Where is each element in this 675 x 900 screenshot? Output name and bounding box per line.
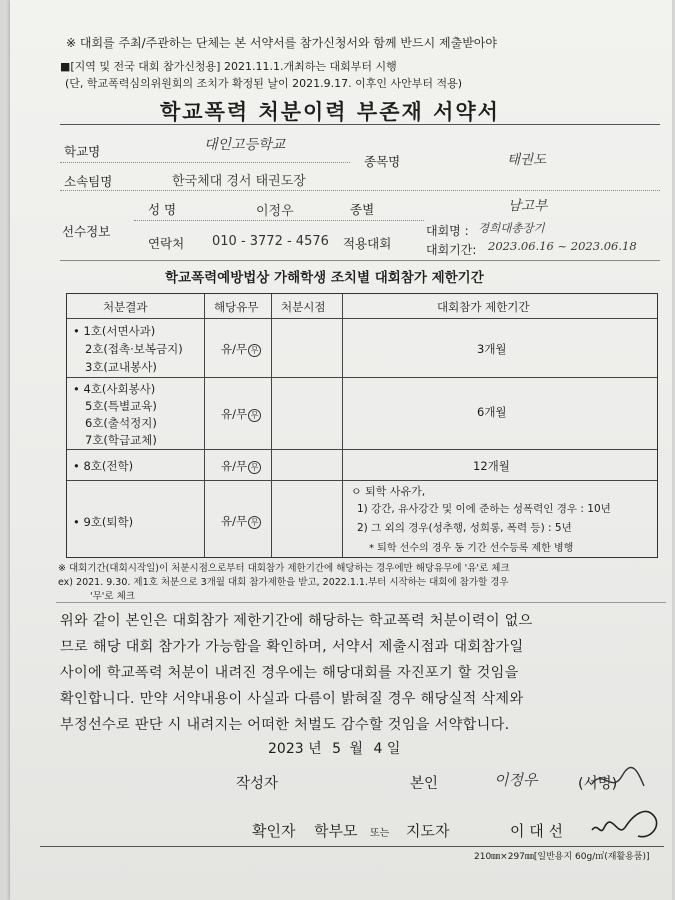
pledge-line-2: 므로 해당 대회 참가가 가능함을 확인하며, 서약서 제출시점과 대회참가일 bbox=[60, 639, 524, 655]
check-mark-icon: 무 bbox=[248, 344, 261, 357]
row4-period-line-1: ㅇ 퇴학 사유가, bbox=[351, 485, 426, 498]
pledge-document bbox=[10, 0, 672, 900]
row3-applicability: 유/무 무 bbox=[221, 458, 261, 474]
row1-item-3: 3호(교내봉사) bbox=[85, 360, 157, 374]
row2-item-4: 7호(학급교체) bbox=[85, 433, 157, 447]
pledge-line-4: 확인합니다. 만약 서약내용이 사실과 다름이 밝혀질 경우 해당실적 삭제와 bbox=[60, 691, 524, 707]
restriction-section-title: 학교폭력예방법상 가해학생 조치별 대회참가 제한기간 bbox=[165, 270, 484, 286]
header-period: 대회참가 제한기간 bbox=[437, 300, 530, 314]
check-mark-icon: 무 bbox=[248, 461, 261, 474]
self-signature: 이정우 bbox=[494, 771, 538, 789]
pledge-line-3: 사이에 학교폭력 처분이 내려진 경우에는 해당대회를 자진포기 할 것임을 bbox=[60, 665, 519, 681]
sign-label: (서명) bbox=[578, 776, 618, 792]
contact-label: 연락처 bbox=[148, 236, 185, 251]
sanction-table bbox=[66, 293, 658, 558]
row1-item-2: 2호(접촉·보복금지) bbox=[85, 342, 183, 356]
pledge-date: 2023 년 5 월 4 일 bbox=[268, 741, 401, 757]
row2-item-3: 6호(출석정지) bbox=[85, 416, 157, 430]
event-label: 종목명 bbox=[364, 154, 401, 169]
top-notice: ※ 대회를 주최/주관하는 단체는 본 서약서를 참가신청서와 함께 반드시 제출받아야 bbox=[66, 36, 497, 50]
apply-subline: (단, 학교폭력심의위원회의 조치가 확정된 날이 2021.9.17. 이후인 사안부터 적용) bbox=[65, 77, 463, 90]
category-label: 종별 bbox=[350, 202, 375, 217]
contact-value: 010 - 3772 - 4576 bbox=[212, 234, 329, 249]
info-bottom-rule bbox=[60, 260, 660, 261]
paper-spec: 210㎜×297㎜[일반용지 60g/㎡(재활용품)] bbox=[474, 852, 650, 862]
school-label: 학교명 bbox=[64, 144, 101, 159]
competition-name-value: 경희대총장기 bbox=[478, 221, 545, 235]
confirmer-signature bbox=[588, 800, 670, 846]
signature-scribble bbox=[588, 764, 648, 798]
row3-item-1: • 8호(전학) bbox=[73, 459, 134, 473]
row1-applicability: 유/무 무 bbox=[221, 341, 261, 357]
row3-period: 12개월 bbox=[473, 459, 510, 473]
note-3: '무'로 체크 bbox=[90, 591, 135, 602]
header-result: 처분결과 bbox=[103, 300, 148, 314]
notes-rule bbox=[56, 602, 666, 603]
competition-name-label: 대회명 : bbox=[426, 224, 469, 238]
player-info-label: 선수정보 bbox=[62, 224, 111, 239]
document-title: 학교폭력 처분이력 부존재 서약서 bbox=[160, 100, 500, 124]
row4-period-line-3: 2) 그 외의 경우(성추행, 성희롱, 폭력 등) : 5년 bbox=[357, 522, 572, 534]
confirmer-label: 확인자 bbox=[252, 822, 296, 840]
guardian-label: 학부모 bbox=[314, 822, 358, 840]
team-label: 소속팀명 bbox=[64, 174, 113, 189]
competition-period-value: 2023.06.16 ~ 2023.06.18 bbox=[488, 239, 637, 253]
pledge-line-5: 부정선수로 판단 시 내려지는 어떠한 처벌도 감수할 것임을 서약합니다. bbox=[60, 717, 510, 733]
footer-rule bbox=[40, 846, 664, 847]
row2-item-1: • 4호(사회봉사) bbox=[73, 382, 156, 396]
competition-period-label: 대회기간: bbox=[426, 243, 477, 257]
name-label: 성 명 bbox=[148, 202, 177, 217]
row4-period-line-4: * 퇴학 선수의 경우 동 기간 선수등록 제한 병행 bbox=[369, 543, 574, 554]
note-2: ex) 2021. 9.30. 제1호 처분으로 3개월 대회 참가제한을 받고, 2022.1.1.부터 시작하는 대회에 참가할 경우 bbox=[58, 577, 509, 588]
header-time: 처분시점 bbox=[281, 300, 326, 314]
row4-applicability: 유/무 무 bbox=[221, 513, 261, 529]
self-label: 본인 bbox=[410, 776, 439, 792]
or-label: 또는 bbox=[370, 828, 390, 839]
row4-period-line-2: 1) 강간, 유사강간 및 이에 준하는 성폭력인 경우 : 10년 bbox=[357, 503, 611, 515]
note-1: ※ 대회기간(대회시작일)이 처분시점으로부터 대회참가 제한기간에 해당하는 경우에만 해당유무에 '유'로 체크 bbox=[58, 563, 510, 574]
pledge-line-1: 위와 같이 본인은 대회참가 제한기간에 해당하는 학교폭력 처분이력이 없으 bbox=[60, 613, 533, 629]
check-mark-icon: 무 bbox=[248, 516, 261, 529]
instructor-label: 지도자 bbox=[406, 822, 450, 840]
row4-item-1: • 9호(퇴학) bbox=[73, 515, 134, 529]
school-value: 대인고등학교 bbox=[204, 137, 286, 153]
team-value: 한국체대 경서 태권도장 bbox=[172, 174, 306, 189]
row1-item-1: • 1호(서면사과) bbox=[73, 324, 156, 338]
row2-item-2: 5호(특별교육) bbox=[85, 399, 157, 413]
title-rule bbox=[60, 124, 660, 125]
apply-line: ■[지역 및 전국 대회 참가신청용] 2021.11.1.개최하는 대회부터 시행 bbox=[60, 60, 397, 73]
category-value: 남고부 bbox=[508, 198, 548, 214]
name-value: 이정우 bbox=[256, 204, 294, 219]
row2-applicability: 유/무 무 bbox=[221, 406, 261, 422]
team-row-rule bbox=[60, 190, 660, 191]
confirmer-name: 이 대 선 bbox=[510, 822, 564, 840]
header-applicability: 해당유무 bbox=[214, 300, 259, 314]
row1-period: 3개월 bbox=[477, 342, 507, 356]
name-row-rule bbox=[134, 220, 424, 221]
school-row-rule bbox=[60, 162, 350, 163]
check-mark-icon: 무 bbox=[248, 409, 261, 422]
row2-period: 6개월 bbox=[477, 405, 507, 419]
writer-label: 작성자 bbox=[236, 776, 279, 792]
event-value: 태권도 bbox=[507, 152, 547, 168]
applied-label: 적용대회 bbox=[343, 236, 392, 251]
